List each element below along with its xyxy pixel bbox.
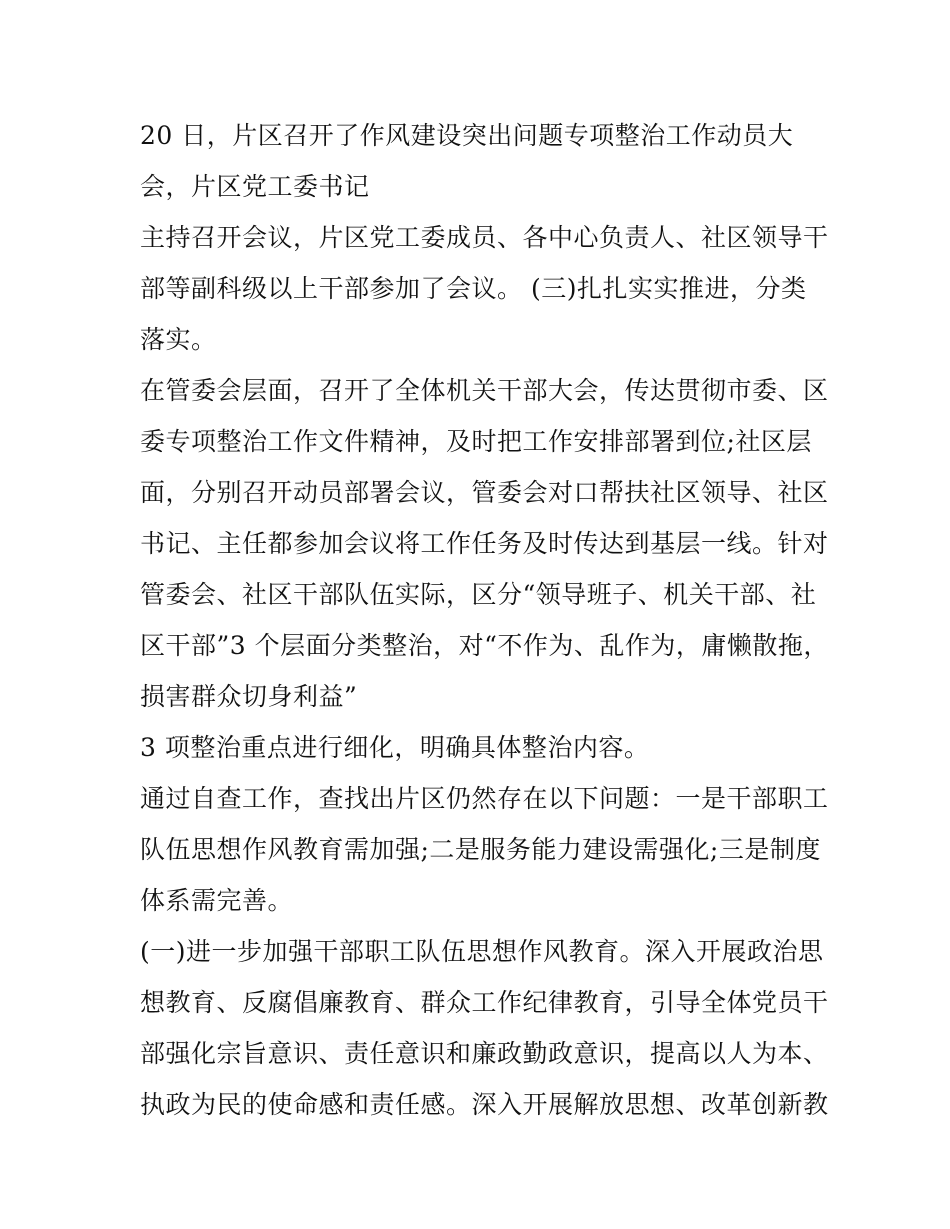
- text-line: 体系需完善。: [140, 886, 294, 915]
- text-line: 主持召开会议，片区党工委成员、各中心负责人、社区领导干: [140, 223, 829, 252]
- text-line: 队伍思想作风教育需加强;二是服务能力建设需强化;三是制度: [140, 835, 821, 864]
- text-line: 部等副科级以上干部参加了会议。 (三)扎扎实实推进，分类: [140, 274, 807, 303]
- text-line: (一)进一步加强干部职工队伍思想作风教育。深入开展政治思: [140, 937, 824, 966]
- document-body: [140, 110, 829, 1130]
- text-line: 书记、主任都参加会议将工作任务及时传达到基层一线。针对: [140, 529, 829, 558]
- text-line: 面，分别召开动员部署会议，管委会对口帮扶社区领导、社区: [140, 478, 829, 507]
- text-line: 通过自查工作，查找出片区仍然存在以下问题：一是干部职工: [140, 784, 829, 813]
- text-line: 3 项整治重点进行细化，明确具体整治内容。: [140, 733, 650, 762]
- text-line: 在管委会层面，召开了全体机关干部大会，传达贯彻市委、区: [140, 376, 829, 405]
- text-line: 执政为民的使命感和责任感。深入开展解放思想、改革创新教: [140, 1090, 829, 1119]
- text-line: 落实。: [140, 325, 217, 354]
- text-line: 区干部”3 个层面分类整治，对“不作为、乱作为，庸懒散拖，: [140, 631, 829, 660]
- text-line: 管委会、社区干部队伍实际，区分“领导班子、机关干部、社: [140, 580, 817, 609]
- text-line: 20 日，片区召开了作风建设突出问题专项整治工作动员大: [140, 121, 794, 150]
- text-line: 部强化宗旨意识、责任意识和廉政勤政意识，提高以人为本、: [140, 1039, 829, 1068]
- text-line: 会，片区党工委书记: [140, 172, 370, 201]
- text-line: 损害群众切身利益”: [140, 682, 358, 711]
- text-line: 想教育、反腐倡廉教育、群众工作纪律教育，引导全体党员干: [140, 988, 829, 1017]
- text-line: 委专项整治工作文件精神，及时把工作安排部署到位;社区层: [140, 427, 812, 456]
